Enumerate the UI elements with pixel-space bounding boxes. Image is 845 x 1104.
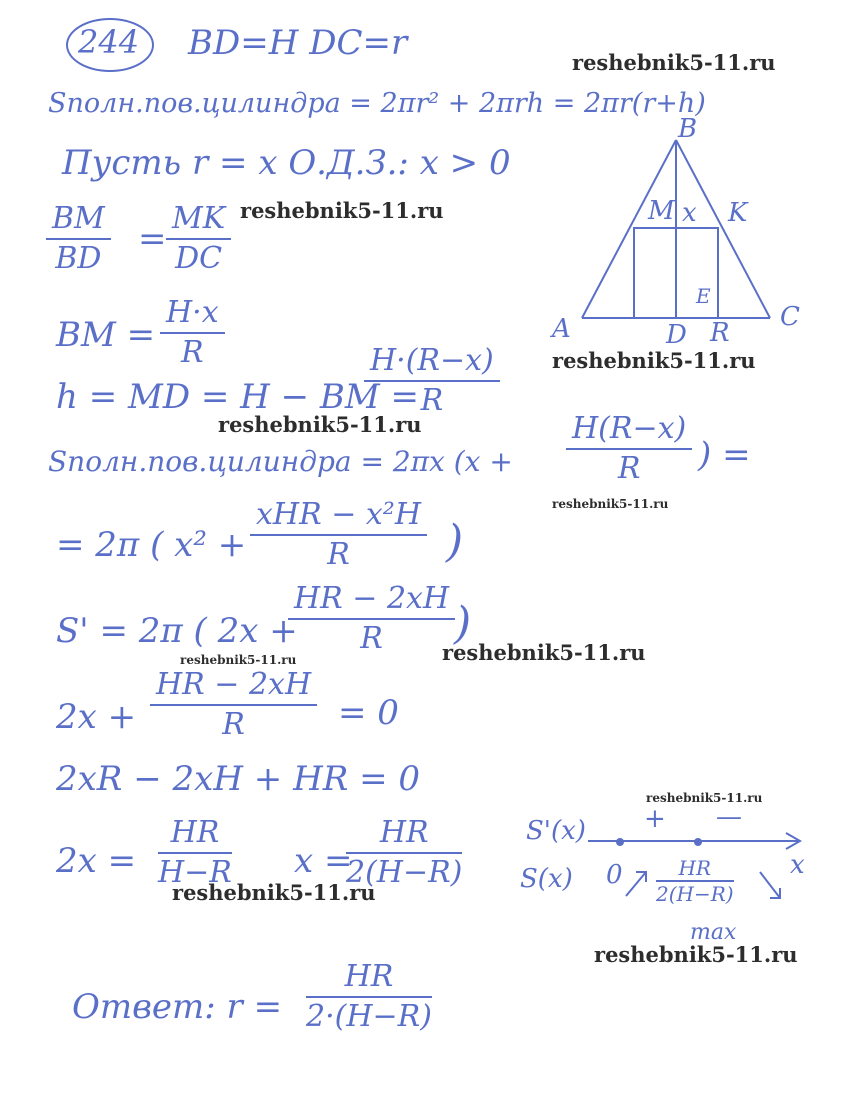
equation0-rhs: = 0 bbox=[338, 693, 399, 733]
label-a: A bbox=[552, 314, 571, 344]
fraction-denominator: 2(H−R) bbox=[656, 882, 734, 906]
let-statement: Пусть r = x О.Д.З.: x > 0 bbox=[62, 143, 511, 183]
derivative-rhs: ) bbox=[454, 598, 472, 649]
fraction-denominator: H−R bbox=[158, 855, 232, 890]
fraction-denominator: 2(H−R) bbox=[346, 855, 463, 890]
fraction-numerator: BM bbox=[46, 204, 111, 240]
decreasing-arrow bbox=[760, 872, 780, 898]
fraction-denominator: BD bbox=[55, 241, 102, 276]
fraction-numerator: HR − 2xH bbox=[150, 670, 317, 706]
derivative-lhs: S' = 2π ( 2x + bbox=[56, 611, 298, 651]
problem-number: 244 bbox=[78, 23, 140, 61]
watermark: reshebnik5-11.ru bbox=[240, 198, 444, 223]
label-m: M bbox=[648, 196, 675, 226]
label-e: E bbox=[696, 284, 711, 308]
fraction-numerator: H·(R−x) bbox=[364, 346, 500, 382]
fraction-denominator: R bbox=[617, 451, 641, 486]
fraction-numerator: H·x bbox=[160, 298, 225, 334]
s-label: S(x) bbox=[520, 864, 573, 894]
watermark: reshebnik5-11.ru bbox=[218, 412, 422, 437]
fraction-denominator: R bbox=[327, 537, 350, 572]
fraction-numerator: H(R−x) bbox=[566, 414, 692, 450]
label-r: R bbox=[710, 318, 730, 348]
watermark: reshebnik5-11.ru bbox=[646, 791, 763, 805]
s-lhs: Sполн.пов.цилиндра = 2πx (x + bbox=[48, 445, 513, 478]
fraction-denominator: R bbox=[420, 383, 444, 418]
point-critical bbox=[694, 838, 702, 846]
watermark: reshebnik5-11.ru bbox=[172, 880, 376, 905]
s-prime-label: S'(x) bbox=[526, 816, 586, 846]
max-label: max bbox=[690, 920, 737, 945]
fraction-numerator: HR bbox=[306, 962, 432, 998]
fraction-denominator: DC bbox=[175, 241, 223, 276]
increasing-arrow bbox=[626, 872, 646, 896]
fraction-numerator: HR bbox=[346, 818, 462, 854]
label-d: D bbox=[666, 320, 687, 350]
watermark: reshebnik5-11.ru bbox=[442, 640, 646, 665]
fraction-denominator: R bbox=[222, 707, 245, 742]
fraction-denominator: R bbox=[181, 335, 204, 370]
watermark: reshebnik5-11.ru bbox=[552, 348, 756, 373]
fraction-numerator: MK bbox=[166, 204, 231, 240]
label-x: x bbox=[682, 198, 697, 228]
minus-sign: — bbox=[716, 802, 742, 832]
answer-lhs: Ответ: r = bbox=[72, 987, 283, 1027]
s-expand-lhs: = 2π ( x² + bbox=[56, 525, 247, 565]
plus-sign: + bbox=[644, 804, 666, 834]
s-rhs: ) = bbox=[698, 435, 751, 475]
watermark: reshebnik5-11.ru bbox=[180, 653, 297, 667]
equation3-lhs: x = bbox=[294, 841, 353, 881]
s-expand-rhs: ) bbox=[446, 516, 464, 567]
critical-point-fraction bbox=[656, 858, 734, 904]
watermark: reshebnik5-11.ru bbox=[594, 942, 798, 967]
given-conditions: BD=H DC=r bbox=[188, 23, 408, 63]
fraction-numerator: HR bbox=[656, 858, 734, 882]
watermark: reshebnik5-11.ru bbox=[552, 497, 669, 511]
equation1: 2xR − 2xH + HR = 0 bbox=[56, 759, 421, 799]
zero-label: 0 bbox=[606, 860, 623, 890]
surface-area-formula: Sполн.пов.цилиндра = 2πr² + 2πrh = 2πr(r+h) bbox=[48, 88, 706, 119]
axis-label-x: x bbox=[790, 850, 805, 880]
fraction-numerator: HR bbox=[158, 818, 232, 854]
fraction-denominator: 2·(H−R) bbox=[306, 999, 432, 1034]
watermark: reshebnik5-11.ru bbox=[572, 50, 776, 75]
equation0-lhs: 2x + bbox=[56, 697, 137, 737]
label-k: K bbox=[728, 198, 748, 228]
point-zero bbox=[616, 838, 624, 846]
fraction-denominator: R bbox=[360, 621, 383, 656]
h-lhs: h = MD = H − BM = bbox=[56, 377, 420, 417]
fraction-numerator: HR − 2xH bbox=[288, 584, 455, 620]
fraction-numerator: xHR − x²H bbox=[250, 500, 427, 536]
bm-lhs: BM = bbox=[56, 315, 156, 355]
label-c: C bbox=[780, 302, 800, 332]
label-b: B bbox=[678, 114, 698, 144]
equation2-lhs: 2x = bbox=[56, 841, 137, 881]
equals-sign: = bbox=[138, 219, 167, 259]
